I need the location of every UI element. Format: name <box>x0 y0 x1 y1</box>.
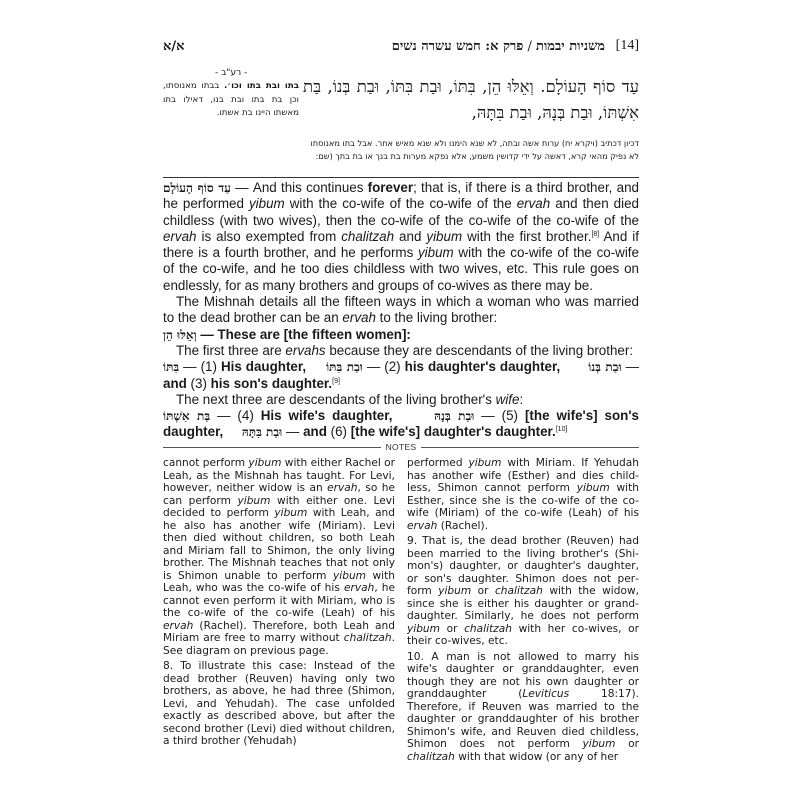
text: and then died childless (with two wives), then the co-wife of the co-wife of the co-wife of the <box>163 196 639 228</box>
italic-term: yibum <box>468 457 502 469</box>
commentary-text: בבתו מאנוסתו, וכן בת בתו ובת בנו, דאילו בתו מאשתו היינו בת אשתו. <box>163 81 299 118</box>
italic-term: yibum <box>407 622 440 635</box>
text: with Esther, since she is the co-wife of the co-wife (Miriam) of the co-wife (Leah) of his <box>407 482 639 519</box>
italic-term: yibum <box>248 196 285 212</box>
text: or <box>439 622 465 635</box>
notes-column-left <box>163 457 395 751</box>
italic-term: yibum <box>274 507 308 519</box>
paragraph <box>163 392 639 408</box>
commentary-title: - רע"ב - <box>215 68 248 78</box>
italic-term: yibum <box>417 245 454 261</box>
text: , so he can perform <box>163 482 395 507</box>
text: 18:17). Therefore, if Reuven was married to the daughter or granddaughter of his brother Shimon's wife, and Reuven died childless, Shimon does not perform <box>407 688 639 750</box>
text: The Mishnah details all the fifteen ways in which a woman who was married to the dead brother can be an <box>163 294 639 326</box>
italic-term: ervah <box>327 482 358 494</box>
bold-text: forever <box>367 180 414 195</box>
text: , he cannot even perform it with Miriam, who is the co-wife of the co-wife (Leah) of his <box>163 582 396 619</box>
running-header <box>163 38 639 56</box>
text: with Leah, who was the co-wife of his <box>163 569 395 594</box>
tosfos-line: דכיון דכתיב (ויקרא יח) ערות אשה ובתה, לא שנא הימנו ולא שנא מאיש אחר. אבל בתו מאנוסתו <box>310 138 639 148</box>
paragraph <box>163 408 639 441</box>
note-9 <box>407 535 639 648</box>
text: with that widow (or any of her <box>454 750 619 763</box>
italic-term: chalitzah <box>407 750 455 763</box>
text: or <box>615 738 639 750</box>
notes-column-right <box>407 457 639 766</box>
text: The next three are descendants of the living brother's <box>176 391 496 407</box>
text: and <box>394 228 427 244</box>
paragraph <box>163 359 639 392</box>
italic-term: wife <box>495 391 520 407</box>
dash: — <box>230 180 253 195</box>
note-paragraph <box>163 457 395 657</box>
italic-term: ervah <box>342 310 376 326</box>
notes-divider <box>163 441 639 453</box>
text: 8. To illustrate this case: Instead of the dead brother (Reuven) having only two brothers, as above, he had three (Shimon, Levi, and Yehudah). The case unfolded exactly as described above, but after the second brother (Levi) died without children, a third brother (Yehudah) <box>163 660 396 747</box>
text: — (1) <box>179 359 221 375</box>
text: — (2) <box>362 359 405 375</box>
divider-line <box>421 447 639 448</box>
text: cannot perform <box>163 457 249 469</box>
text: ; that is, if there is a third brother, and he performed <box>163 180 639 212</box>
tosfos-line: לא נפיק מהאי קרא, דאשה על ידי קדושין משמע, אלא נפקא מערות בת בנך או בת בתך (שם: <box>315 151 639 161</box>
text: (3) <box>186 375 211 391</box>
text: with Leah, and he also has another wife (Miriam). Levi then died without children, so both Leah and Miriam fall to Shimon, the only living brother. The Mishnah teaches that not only is Shimon unable to perform <box>163 507 395 582</box>
italic-term: yibum <box>438 585 472 597</box>
italic-term: yibum <box>582 738 616 750</box>
text: with the co-wife of the co-wife of the co-wife, and he too dies childless with two wives, etc. This rule goes on endlessly, for as many brothers and groups of co-wives as there may be. <box>163 245 639 293</box>
text: The first three are <box>176 342 286 358</box>
italic-term: Leviticus <box>522 688 570 700</box>
italic-term: chalitzah <box>464 622 512 635</box>
text: or <box>471 585 495 597</box>
text: with the widow, since she is either his daughter or granddaughter. Similarly, he does not perform <box>407 585 639 622</box>
hebrew-lemma: וּבַת בְּנָהּ <box>434 409 475 424</box>
text: — <box>282 424 304 440</box>
text: — (4) <box>210 408 261 424</box>
section-divider <box>163 177 639 178</box>
bold-text: and <box>163 375 187 391</box>
text: to the living brother: <box>375 310 498 326</box>
hebrew-lemma: וּבַת בְּנוֹ <box>588 360 622 375</box>
hebrew-lemma: עַד סוֹף הָעוֹלָם <box>163 181 231 195</box>
note-8 <box>163 660 395 748</box>
paragraph <box>163 294 639 327</box>
chapter-title: פרק א: חמש עשרה נשים <box>391 39 524 54</box>
bold-text: His wife's daughter, <box>260 408 393 424</box>
hebrew-lemma: בַּת אִשְׁתּוֹ <box>163 409 211 424</box>
italic-term: ervah <box>343 582 375 594</box>
footnote-ref-9[interactable]: [9] <box>332 377 340 385</box>
text: And if there is a fourth brother, and he performs <box>163 228 639 261</box>
italic-term: ervah <box>163 619 194 632</box>
italic-term: chalitzah <box>494 585 543 597</box>
commentary-lead: בתו ובת בתו וכו׳. <box>224 81 299 91</box>
text: — (5) <box>474 408 525 424</box>
translation-commentary <box>163 180 639 441</box>
footnote-ref-8[interactable]: [8] <box>591 230 600 238</box>
italic-term: chalitzah <box>341 228 395 244</box>
note-10 <box>407 651 639 764</box>
italic-term: yibum <box>333 569 366 582</box>
paragraph <box>163 343 639 359</box>
bold-text: — These are [the fifteen women]: <box>196 326 411 342</box>
commentary-block <box>163 80 299 121</box>
divider-line <box>163 447 381 448</box>
italic-term: yibum <box>576 482 610 494</box>
text: with the co-wife of the co-wife of the <box>284 196 517 212</box>
bold-text: his daughter's daughter, <box>404 359 561 375</box>
text: with Miriam. If Yehudah has another wife (Esther) and dies childless, Shimon cannot perform <box>407 457 639 494</box>
text: with either one. Levi decided to perform <box>163 494 395 519</box>
italic-term: ervah <box>407 519 438 532</box>
italic-term: chalitzah <box>343 632 392 644</box>
notes-label: NOTES <box>385 442 417 452</box>
note-paragraph <box>407 457 639 532</box>
italic-term: ervah <box>163 228 197 244</box>
text: (Rachel). <box>437 519 488 532</box>
italic-term: ervah <box>516 196 551 212</box>
italic-term: yibum <box>237 494 271 507</box>
text: with either Rachel or Leah, as the Mishnah has taught. For Levi, however, neither widow is an <box>163 457 396 494</box>
tractate-title: משניות יבמות <box>536 39 605 54</box>
italic-term: yibum <box>426 228 463 244</box>
text: with her co-wives, or their co-wives, etc. <box>407 622 639 647</box>
text: 9. That is, the dead brother (Reuven) had been married to the living brother's (Shimon's) daughter, or daughter's daughter, or son's daughter. Shimon does not perform <box>407 535 639 597</box>
text: is also exempted from <box>196 228 342 244</box>
running-title <box>392 38 605 54</box>
text: . See diagram on previous page. <box>163 632 395 657</box>
hebrew-lemma: וְאֵלּוּ הֵן <box>163 327 197 342</box>
text: (6) <box>326 424 351 440</box>
bold-text: and <box>303 424 327 440</box>
hebrew-lemma: וּבַת בִּתּוֹ <box>326 360 363 375</box>
book-page <box>163 0 639 800</box>
italic-term: ervahs <box>285 342 326 358</box>
hebrew-lemma: בִּתּוֹ <box>163 360 180 375</box>
italic-term: yibum <box>248 457 282 469</box>
footnote-ref-10[interactable]: [10] <box>555 426 568 434</box>
text: (Rachel). Therefore, both Leah and Miriam are free to marry without <box>163 619 395 644</box>
page-number: [14] <box>615 38 639 53</box>
bold-text: [the wife's] son's daughter, <box>163 408 639 440</box>
bold-text: [the wife's] daughter's daughter. <box>350 424 556 440</box>
tosfos-commentary <box>163 137 639 163</box>
hebrew-lemma: וּבַת בִּתָּהּ <box>241 425 283 440</box>
text: 10. A man is not allowed to marry his wife's daughter or granddaughter, even though they are not his own daughter or granddaughter ( <box>407 650 639 700</box>
bold-text: his son's daughter. <box>210 375 333 391</box>
text: And this continues <box>252 180 368 195</box>
text: with the first brother. <box>462 228 592 244</box>
paragraph <box>163 327 639 343</box>
text: — <box>621 359 639 375</box>
text: : <box>519 391 524 407</box>
mishnah-text: עַד סוֹף הָעוֹלָם. וְאֵלּוּ הֵן, בִּתּוֹ, וּבַת בִּתּוֹ, וּבַת בְּנוֹ, בַּת אִשְׁתּוֹ, וּבַת בְּנָהּ, וּבַת בִּתָּהּ, <box>303 77 639 122</box>
title-separator: / <box>523 39 537 54</box>
mishnah-reference: א/א <box>163 39 185 54</box>
text: performed <box>407 457 469 469</box>
paragraph <box>163 180 639 294</box>
text: because they are descendants of the living brother: <box>325 342 634 358</box>
bold-text: His daughter, <box>220 359 307 375</box>
